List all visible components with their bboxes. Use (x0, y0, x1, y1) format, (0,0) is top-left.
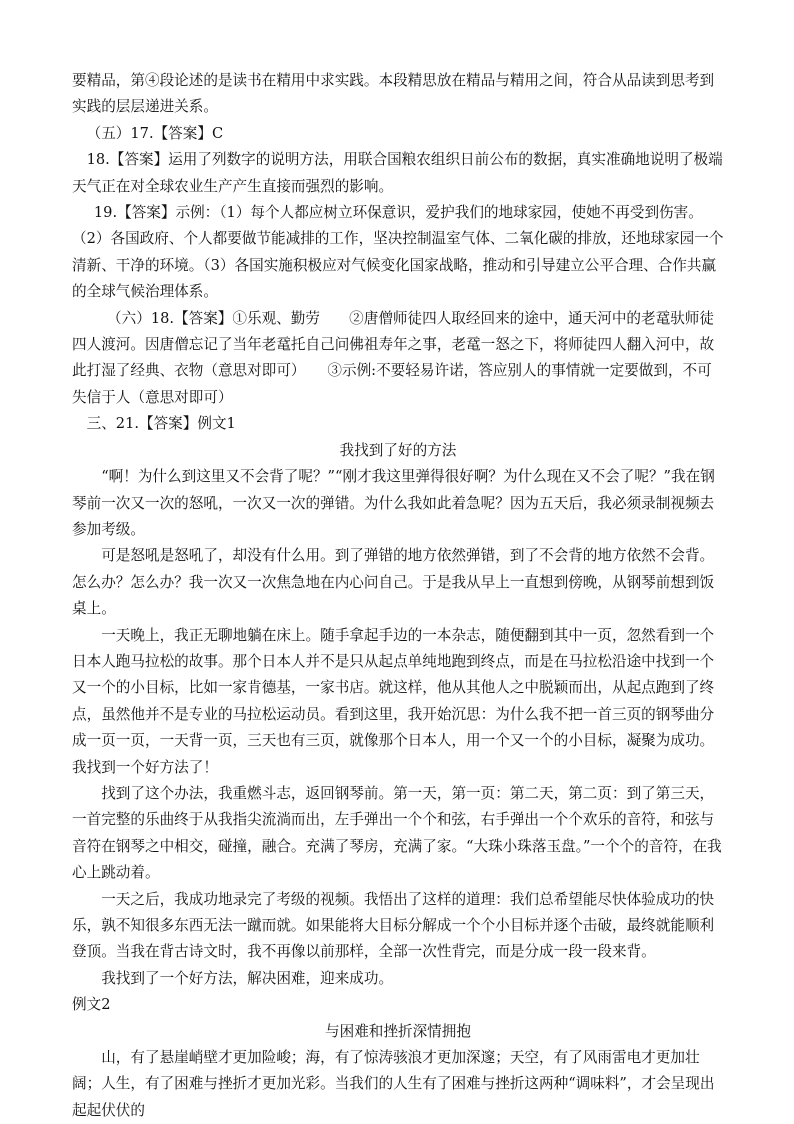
paragraph: （五）17.【答案】C (86, 124, 224, 142)
paragraph: 我找到了一个好方法，解决困难，迎来成功。 (101, 969, 394, 987)
paragraph: 找到了这个办法，我重燃斗志，返回钢琴前。第一天，第一页：第二天，第二页：到了第三天，一首完整的乐曲终于从我指尖流淌而出，左手弹出一个个和弦，右手弹出一个个欢乐的音符，和弦与音符在钢琴之中相交，碰撞，融合。充满了琴房，充满了家。“大珠小珠落玉盘。”一个个的音符，在我心上跳动着。 (72, 784, 722, 882)
paragraph: （六）18.【答案】①乐观、勤劳 ②唐僧师徒四人取经回来的途中，通天河中的老鼋驮师徒四人渡河。因唐僧忘记了当年老鼋托自己问佛祖寿年之事，老鼋一怒之下，将师徒四人翻入河中，故此打湿了经典、衣物（意思对即可） ③示例:不要轻易许诺，答应别人的事情就一定要做到，不可失信于人（意思对即可） (72, 309, 715, 406)
paragraph: 一天晚上，我正无聊地躺在床上。随手拿起手边的一本杂志，随便翻到其中一页，忽然看到一个日本人跑马拉松的故事。那个日本人并不是只从起点单纯地跑到终点，而是在马拉松沿途中找到一个又一个的小目标，比如一家肯德基，一家书店。就这样，他从其他人之中脱颖而出，从起点跑到了终点，虽然他并不是专业的马拉松运动员。看到这里，我开始沉思：为什么我不把一首三页的钢琴曲分成一页一页，一天背一页，三天也有三页，就像那个日本人，用一个又一个的小目标，凝聚为成功。我找到一个好方法了！ (72, 626, 715, 776)
paragraph: 一天之后，我成功地录完了考级的视频。我悟出了这样的道理：我们总希望能尽快体验成功的快乐，孰不知很多东西无法一蹴而就。如果能将大目标分解成一个个小目标并逐个击破，最终就能顺利登顶。当我在背古诗文时，我不再像以前那样，全部一次性背完，而是分成一段一段来背。 (72, 890, 715, 961)
paragraph: 山，有了悬崖峭壁才更加险峻；海，有了惊涛骇浪才更加深邃；天空，有了风雨雷电才更加壮阔；人生，有了困难与挫折才更加光彩。当我们的人生有了困难与挫折这两种“调味料”，才会呈现出起起伏伏的 (72, 1049, 715, 1119)
paragraph: 可是怒吼是怒吼了，却没有什么用。到了弹错的地方依然弹错，到了不会背的地方依然不会背。怎么办？怎么办？我一次又一次焦急地在内心问自己。于是我从早上一直想到傍晚，从钢琴前想到饭桌上。 (72, 547, 715, 618)
paragraph: 19.【答案】示例：（1）每个人都应树立环保意识，爱护我们的地球家园，使她不再受到伤害。（2）各国政府、个人都要做节能减排的工作，坚决控制温室气体、二氧化碳的排放，还地球家园一个清新、干净的环境。（3）各国实施积极应对气候变化国家战略，推动和引导建立公平合理、合作共赢的全球气候治理体系。 (72, 204, 724, 301)
paragraph: 要精品，第④段论述的是读书在精用中求实践。本段精思放在精品与精用之间，符合从品读到思考到实践的层层递进关系。 (72, 72, 715, 116)
section-title: 我找到了好的方法 (339, 441, 457, 459)
paragraph: “啊！为什么到这里又不会背了呢？”“刚才我这里弹得很好啊？为什么现在又不会了呢？”我在钢琴前一次又一次的怒吼，一次又一次的弹错。为什么我如此着急呢？因为五天后，我必须录制视频去参加考级。 (72, 468, 715, 538)
paragraph: 例文2 (72, 996, 111, 1014)
section-title: 与困难和挫折深情拥抱 (325, 1022, 471, 1040)
document-page (72, 68, 724, 1124)
paragraph: 18.【答案】运用了列数字的说明方法，用联合国粮农组织日前公布的数据，真实准确地说明了极端天气正在对全球农业生产产生直接而强烈的影响。 (72, 151, 723, 195)
paragraph: 三、21.【答案】例文1 (86, 415, 236, 433)
